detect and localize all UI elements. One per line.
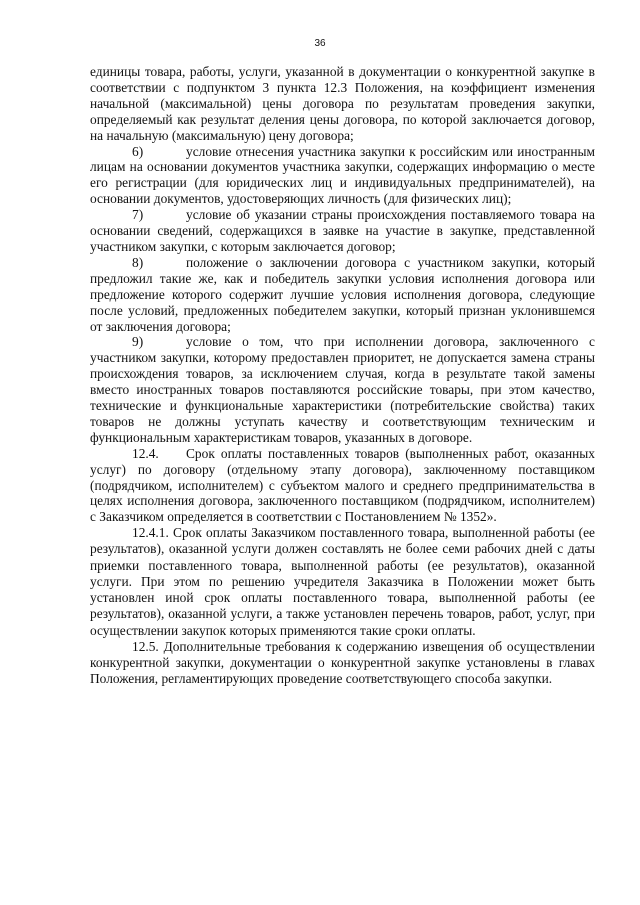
list-item-number: 6) — [132, 143, 144, 159]
list-item-text: условие о том, что при исполнении договора, заключенного с участником закупки, которому предоставлен приоритет, не допускается замена страны происхождения товаров, за исключением случая, когда в результате такой замены вместо иностранных товаров поставляются российские товары, при этом качество, технические и функциональные характеристики (потребительские свойства) таких товаров не должны уступать качеству и соответствующим техническим и функциональным характеристикам товаров, указанных в договоре. — [90, 334, 595, 445]
list-item-number: 8) — [132, 254, 144, 270]
list-item-text: условие отнесения участника закупки к российским или иностранным лицам на основании документов участника закупки, содержащих информацию о месте его регистрации (для юридических лиц и индивидуальных предпринимателей), на основании документов, удостоверяющих личность (для физических лиц); — [90, 143, 595, 207]
paragraph-continuation — [90, 64, 595, 144]
list-item-8 — [90, 255, 595, 335]
clause-text: Дополнительные требования к содержанию извещения об осуществлении конкурентной закупки, документации о конкурентной закупке установлены в главах Положения, регламентирующих проведение соответствующего способа закупки. — [90, 638, 595, 687]
clause-number: 12.5. — [132, 638, 159, 654]
clause-text: Срок оплаты Заказчиком поставленного товара, выполненной работы (ее результатов), оказанной услуги должен составлять не более семи рабочих дней с даты приемки поставленного товара, выполненной работы (ее результатов), оказанной услуги. При этом по решению учредителя Заказчика в Положении может быть установлен иной срок оплаты поставленного товара, выполненной работы (ее результатов), оказанной услуги, а также установлен перечень товаров, работ, услуг, при осуществлении закупок которых применяются такие сроки оплаты. — [90, 525, 595, 638]
clause-text: Срок оплаты поставленных товаров (выполненных работ, оказанных услуг) по договору (отдельному этапу договора), заключенному поставщиком (подрядчиком, исполнителем) с субъектом малого и среднего предпринимательства в целях исполнения договора, заключенного поставщиком (подрядчиком, исполнителем) с Заказчиком определяется в соответствии с Постановлением № 1352». — [90, 445, 595, 525]
clause-number: 12.4.1. — [132, 525, 169, 541]
clause-12-5 — [90, 639, 595, 688]
clause-12-4-1 — [90, 525, 595, 638]
list-item-9 — [90, 334, 595, 445]
list-item-7 — [90, 207, 595, 255]
paragraph-text: единицы товара, работы, услуги, указанной в документации о конкурентной закупке в соответствии с подпунктом 3 пункта 12.3 Положения, на коэффициент изменения начальной (максимальной) цены договора по результатам проведения закупки, определяемый как результат деления цены договора, по которой заключается договор, на начальную (максимальную) цену договора; — [90, 64, 595, 143]
clause-12-4 — [90, 446, 595, 526]
list-item-number: 7) — [132, 207, 144, 223]
list-item-text: условие об указании страны происхождения поставляемого товара на основании сведений, содержащихся в заявке на участие в закупке, представленной участником закупки, с которым заключается договор; — [90, 207, 595, 254]
clause-number: 12.4. — [132, 445, 159, 461]
list-item-number: 9) — [132, 334, 144, 350]
page-number: 36 — [314, 38, 326, 49]
list-item-text: положение о заключении договора с участником закупки, который предложил такие же, как и победитель закупки условия исполнения договора или предложение которого содержит лучшие условия исполнения договора, следующие после условий, предложенных победителем закупки, который признан уклонившемся от заключения договора; — [90, 254, 595, 334]
list-item-6 — [90, 144, 595, 208]
document-body — [90, 64, 595, 687]
